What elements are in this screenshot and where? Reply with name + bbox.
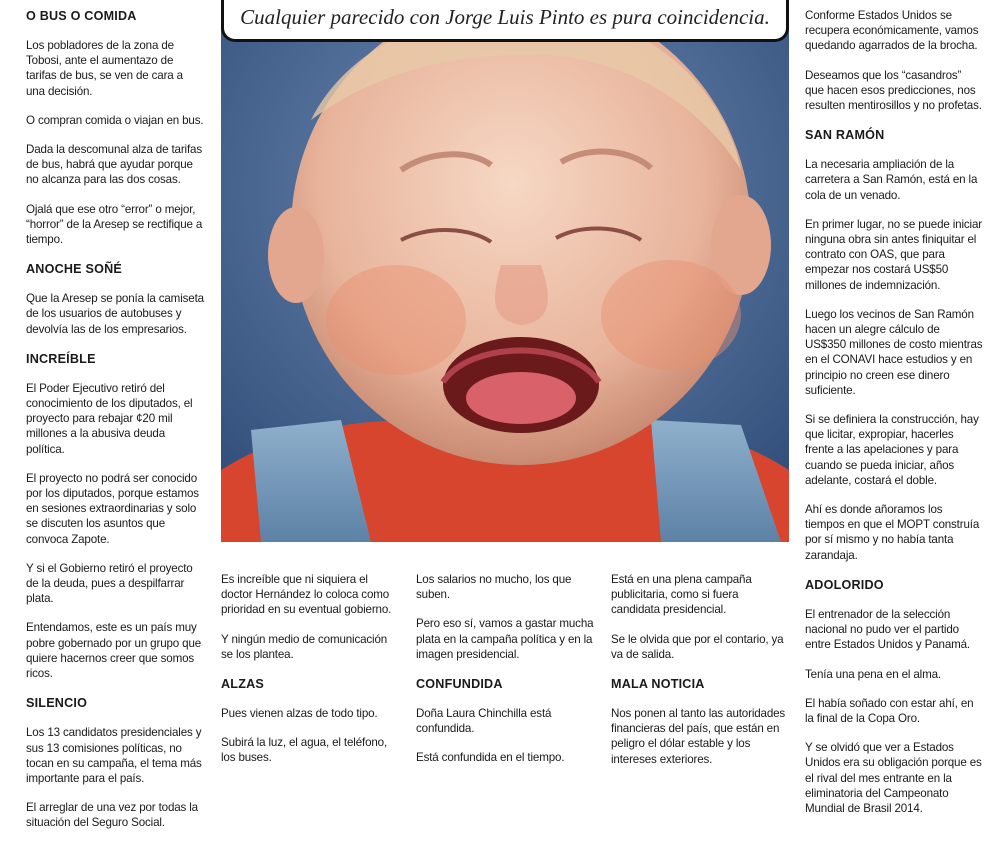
paragraph: Pero eso sí, vamos a gastar mucha plata en la campaña política y en la imagen presidencial. (416, 617, 594, 661)
paragraph: Entendamos, este es un país muy pobre gobernado por un grupo que quiere hacernos creer que somos ricos. (26, 621, 202, 681)
paragraph: La necesaria ampliación de la carretera a San Ramón, está en la cola de un venado. (805, 158, 978, 202)
photo-caption-box (221, 0, 789, 42)
paragraph: Conforme Estados Unidos se recupera económicamente, vamos quedando agarrados de la brocha. (805, 9, 979, 53)
photo-caption: Cualquier parecido con Jorge Luis Pinto es pura coincidencia. (240, 5, 770, 29)
paragraph: El proyecto no podrá ser conocido por los diputados, porque estamos en sesiones extraordinarias y solo se discuten los asuntos que convoca Zapote. (26, 471, 199, 546)
paragraph: Que la Aresep se ponía la camiseta de los usuarios de autobuses y devolvía las de los empresarios. (26, 292, 204, 336)
section-heading: ANOCHE SOÑÉ (26, 262, 122, 277)
column-center-left (221, 572, 399, 780)
paragraph: El había soñado con estar ahí, en la final de la Copa Oro. (805, 696, 974, 725)
paragraph: O compran comida o viajan en bus. (26, 113, 204, 127)
paragraph: Subirá la luz, el agua, el teléfono, los buses. (221, 736, 388, 765)
paragraph: Y si el Gobierno retiró el proyecto de la deuda, pues a despilfarrar plata. (26, 561, 193, 606)
paragraph: Es increíble que ni siquiera el doctor Hernández lo coloca como prioridad en su eventual gobierno. (221, 573, 392, 617)
section-heading: SILENCIO (26, 696, 88, 711)
paragraph: Ahí es donde añoramos los tiempos en que el MOPT construía por sí mismo y no había tanta zarandaja. (805, 503, 980, 562)
section-heading: ALZAS (221, 677, 264, 692)
paragraph: Deseamos que los “casandros” que hacen esos predicciones, nos resulten mentirosillos y no profetas. (805, 68, 982, 113)
paragraph: Los salarios no mucho, los que suben. (416, 573, 572, 602)
crying-baby-illustration (221, 0, 789, 542)
crying-baby-photo (221, 0, 789, 542)
paragraph: Está confundida en el tiempo. (416, 751, 565, 765)
column-center-right (611, 572, 789, 781)
column-center (416, 572, 594, 780)
column-left (26, 8, 204, 845)
paragraph: Los pobladores de la zona de Tobosi, ante el aumentazo de tarifas de bus, se ven de cara a una decisión. (26, 39, 183, 98)
paragraph: Tenía una pena en el alma. (805, 667, 941, 681)
section-heading: INCREÍBLE (26, 351, 96, 366)
paragraph: Los 13 candidatos presidenciales y sus 13 comisiones políticas, no tocan en su campaña, el tema más importante para el país. (26, 726, 202, 785)
paragraph: El Poder Ejecutivo retiró del conocimiento de los diputados, el proyecto para rebajar ¢20 mil millones a la abusiva deuda política. (26, 381, 193, 456)
section-heading: CONFUNDIDA (416, 677, 503, 692)
paragraph: Si se definiera la construcción, hay que licitar, expropiar, hacerles frente a las apelaciones y para cuando se pueda iniciar, años adelante, costará el doble. (805, 413, 979, 487)
section-heading: SAN RAMÓN (805, 128, 885, 143)
paragraph: Pues vienen alzas de todo tipo. (221, 707, 378, 721)
paragraph: Nos ponen al tanto las autoridades financieras del país, que están en peligro el dólar estable y los intereses exteriores. (611, 707, 786, 766)
paragraph: Y ningún medio de comunicación se los plantea. (221, 632, 388, 661)
paragraph: En primer lugar, no se puede iniciar ninguna obra sin antes finiquitar el contrato con OAS, que para empezar nos costará US$50 millones de indemnización. (805, 217, 982, 292)
paragraph: Y se olvidó que ver a Estados Unidos era su obligación porque es el rival del mes entrante en la eliminatoria del Campeonato Mundial de Brasil 2014. (805, 741, 982, 815)
paragraph: Ojalá que ese otro “error” o mejor, “horror” de la Aresep se rectifique a tiempo. (26, 202, 203, 247)
column-right (805, 8, 983, 830)
section-heading: O BUS O COMIDA (26, 9, 137, 23)
section-heading: ADOLORIDO (805, 577, 884, 592)
paragraph: Luego los vecinos de San Ramón hacen un alegre cálculo de US$350 millones de costo mientras en el CONAVI hace estudios y en principio no creen ese dinero suficiente. (805, 307, 983, 397)
paragraph: Se le olvida que por el contario, ya va de salida. (611, 632, 784, 661)
paragraph: El arreglar de una vez por todas la situación del Seguro Social. (26, 801, 198, 830)
section-heading: MALA NOTICIA (611, 677, 705, 692)
paragraph: El entrenador de la selección nacional no pudo ver el partido entre Estados Unidos y Panamá. (805, 607, 970, 652)
paragraph: Doña Laura Chinchilla está confundida. (416, 707, 552, 736)
paragraph: Dada la descomunal alza de tarifas de bus, habrá que ayudar porque no alcanza para las dos cosas. (26, 143, 202, 187)
paragraph: Está en una plena campaña publicitaria, como si fuera candidata presidencial. (611, 573, 752, 617)
